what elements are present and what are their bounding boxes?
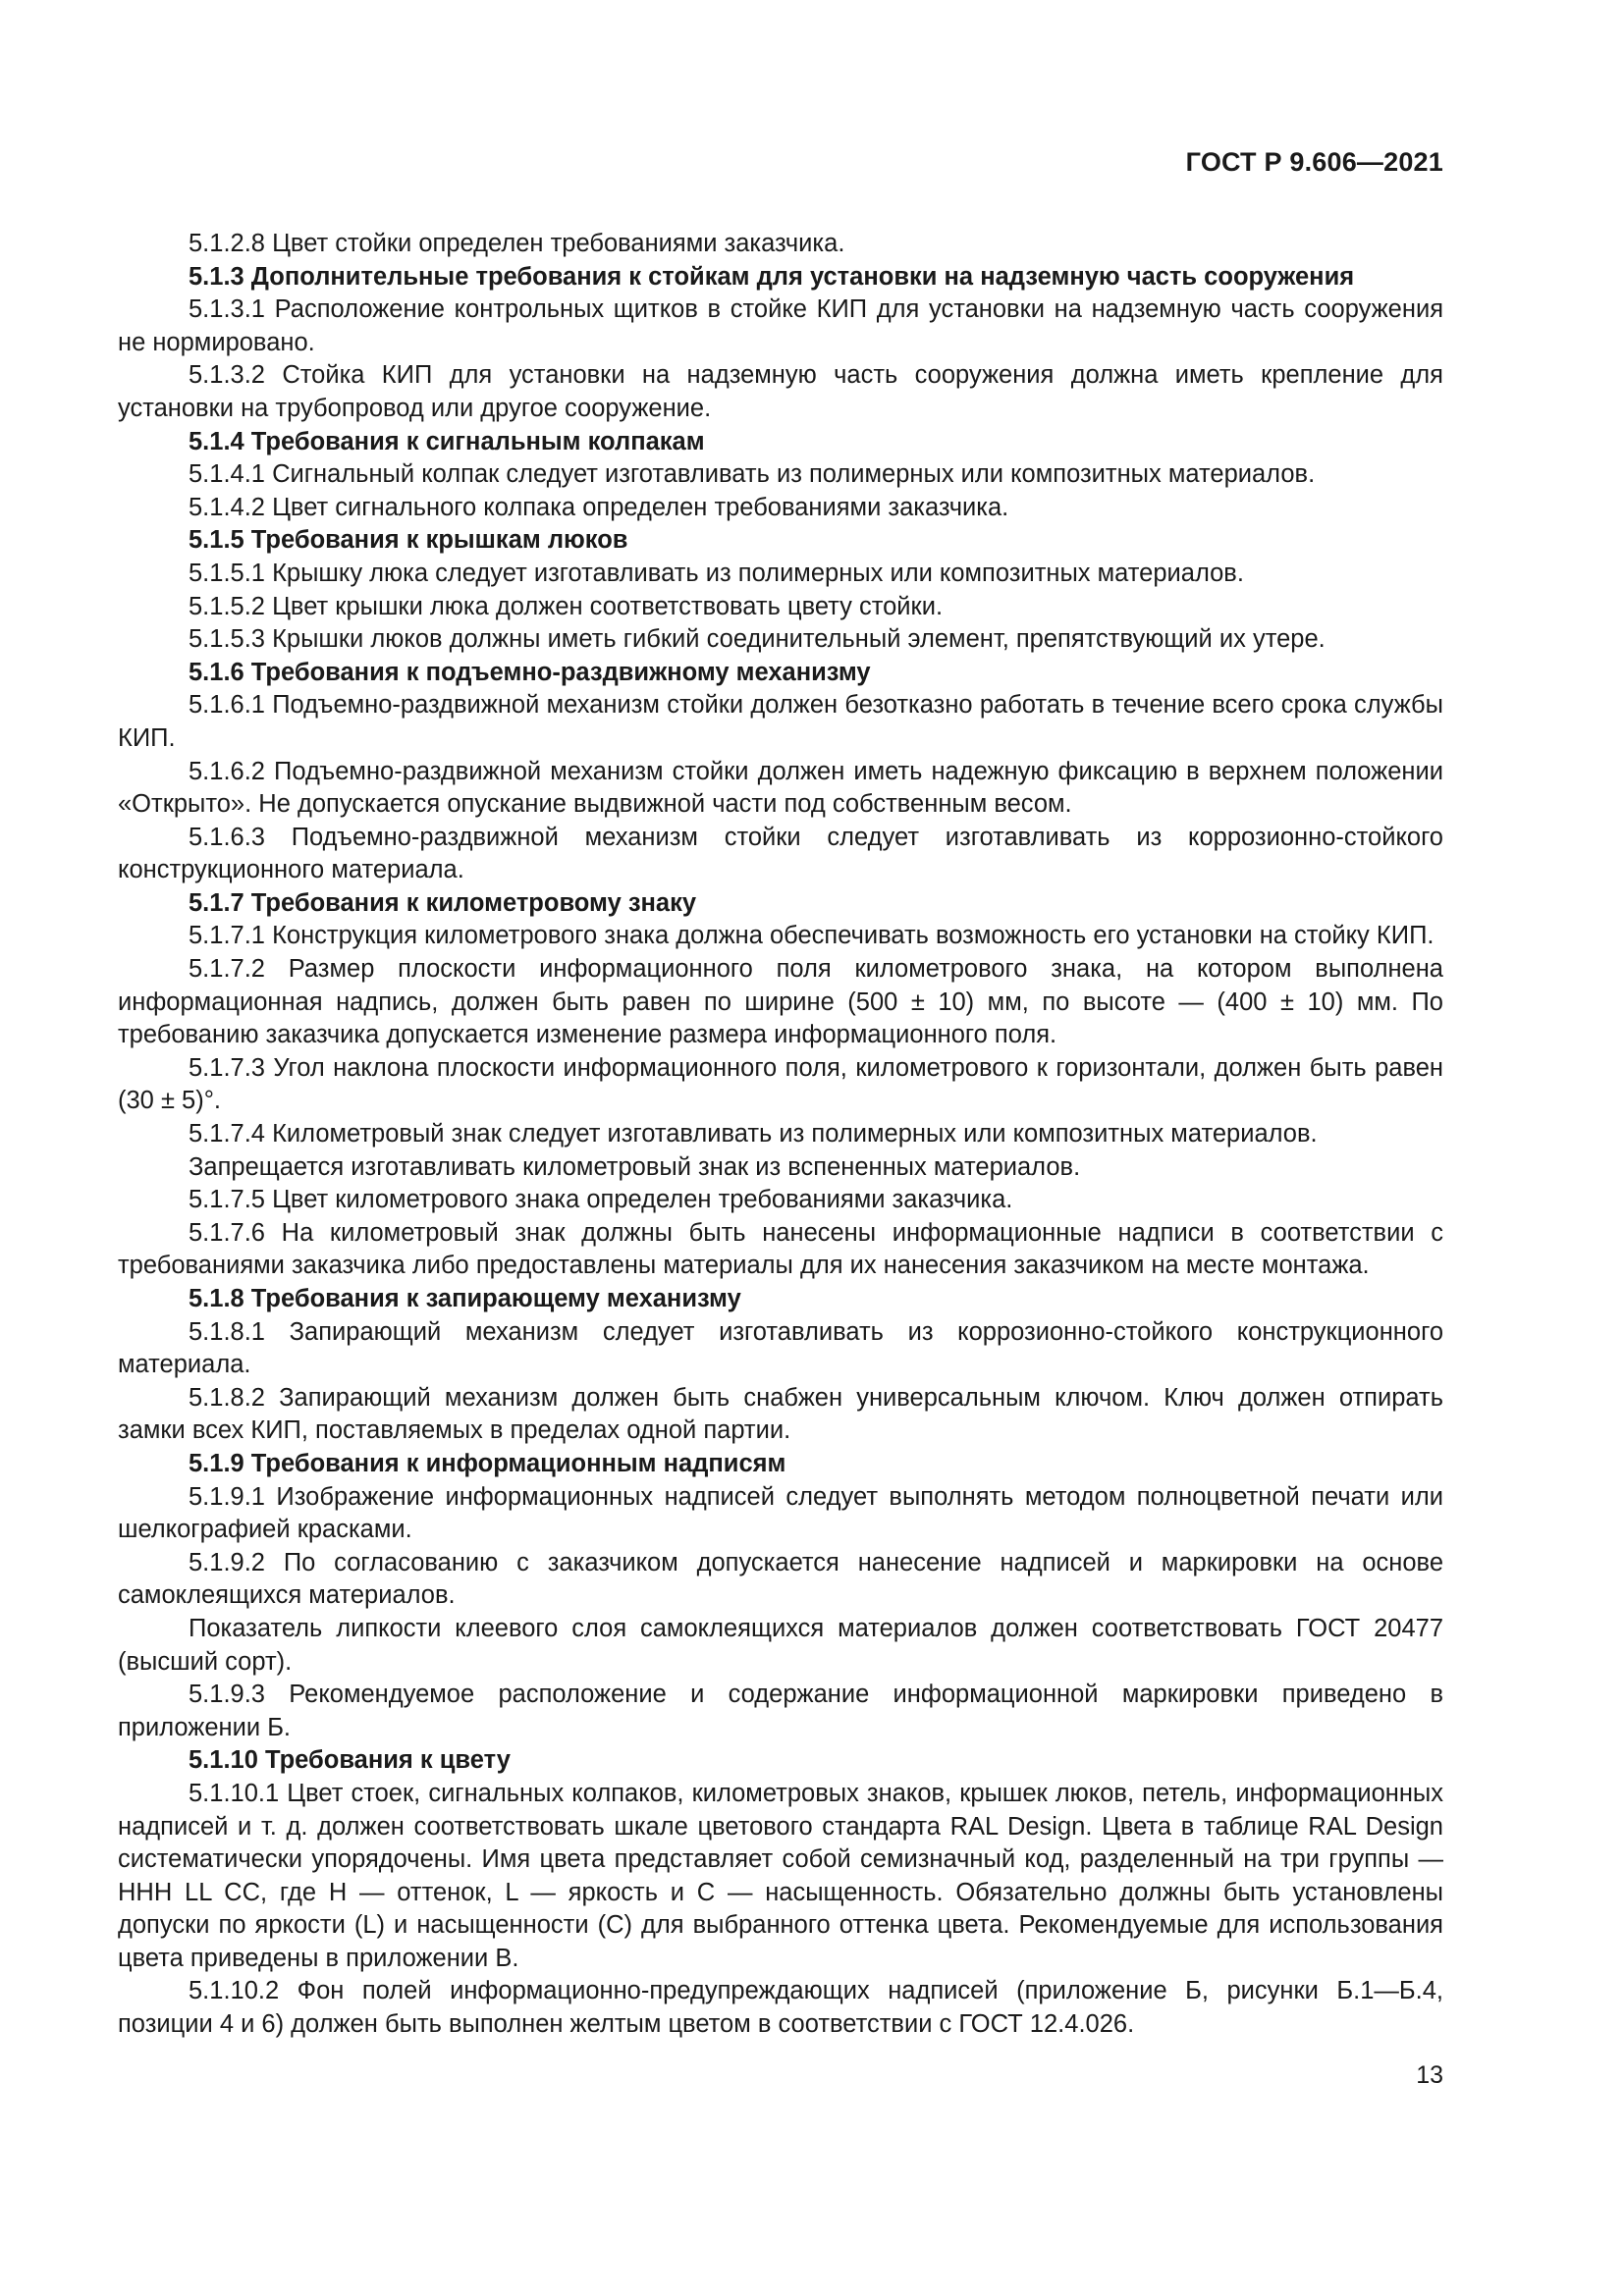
page-number: 13 [1416,2061,1443,2089]
paragraph: 5.1.9.2 По согласованию с заказчиком допускается нанесение надписей и маркировки на основе самоклеящихся материалов. [118,1548,1443,1610]
paragraph: 5.1.4.2 Цвет сигнального колпака определен требованиями заказчика. [189,493,1009,521]
section-heading: 5.1.3 Дополнительные требования к стойкам для установки на надземную часть сооружения [189,262,1355,291]
paragraph: 5.1.10.1 Цвет стоек, сигнальных колпаков, километровых знаков, крышек люков, петель, информационных надписей и т. д. должен соответствовать шкале цветового стандарта RAL Design. Цвета в таблице RAL Design систематически упорядочены. Имя цвета представляет собой семизначный код, разделенный на три группы — HHH LL CC, где H — оттенок, L — яркость и C — насыщенность. Обязательно должны быть установлены допуски по яркости (L) и насыщенности (C) для выбранного оттенка цвета. Рекомендуемые для использования цвета приведены в приложении В. [118,1779,1443,1972]
paragraph: 5.1.7.1 Конструкция километрового знака должна обеспечивать возможность его установки на стойку КИП. [189,922,1435,950]
section-heading: 5.1.8 Требования к запирающему механизму [189,1285,741,1312]
paragraph: 5.1.5.1 Крышку люка следует изготавливать из полимерных или композитных материалов. [189,559,1244,587]
section-heading: 5.1.10 Требования к цвету [189,1746,511,1775]
paragraph: 5.1.7.4 Километровый знак следует изготавливать из полимерных или композитных материалов. [189,1120,1318,1148]
paragraph: 5.1.6.1 Подъемно-раздвижной механизм стойки должен безотказно работать в течение всего срока службы КИП. [118,691,1443,752]
paragraph: 5.1.6.3 Подъемно-раздвижной механизм стойки следует изготавливать из коррозионно-стойкого конструкционного материала. [118,823,1443,884]
section-heading: 5.1.4 Требования к сигнальным колпакам [189,427,705,455]
paragraph: 5.1.3.2 Стойка КИП для установки на надземную часть сооружения должна иметь крепление для установки на трубопровод или другое сооружение. [118,361,1443,422]
document-code-header: ГОСТ Р 9.606—2021 [1185,147,1443,177]
paragraph: 5.1.8.1 Запирающий механизм следует изготавливать из коррозионно-стойкого конструкционного материала. [118,1317,1443,1379]
document-body [118,228,1443,2042]
paragraph: 5.1.3.1 Расположение контрольных щитков в стойке КИП для установки на надземную часть сооружения не нормировано. [118,295,1443,356]
paragraph: 5.1.8.2 Запирающий механизм должен быть снабжен универсальным ключом. Ключ должен отпирать замки всех КИП, поставляемых в пределах одной партии. [118,1383,1443,1445]
section-heading: 5.1.7 Требования к километровому знаку [189,888,697,917]
paragraph: 5.1.7.2 Размер плоскости информационного поля километрового знака, на котором выполнена информационная надпись, должен быть равен по ширине (500 ± 10) мм, по высоте — (400 ± 10) мм. По требованию заказчика допускается изменение размера информационного поля. [118,955,1443,1049]
paragraph: 5.1.9.3 Рекомендуемое расположение и содержание информационной маркировки приведено в приложении Б. [118,1681,1443,1741]
paragraph: 5.1.7.5 Цвет километрового знака определен требованиями заказчика. [189,1186,1013,1214]
paragraph: 5.1.10.2 Фон полей информационно-предупреждающих надписей (приложение Б, рисунки Б.1—Б.4, позиции 4 и 6) должен быть выполнен желтым цветом в соответствии с ГОСТ 12.4.026. [118,1977,1443,2039]
paragraph: 5.1.9.1 Изображение информационных надписей следует выполнять методом полноцветной печати или шелкографией красками. [118,1482,1443,1544]
paragraph: Показатель липкости клеевого слоя самоклеящихся материалов должен соответствовать ГОСТ 20477 (высший сорт). [118,1614,1443,1676]
paragraph: 5.1.5.3 Крышки люков должны иметь гибкий соединительный элемент, препятствующий их утере. [189,625,1326,654]
paragraph: 5.1.4.1 Сигнальный колпак следует изготавливать из полимерных или композитных материалов. [189,460,1316,489]
paragraph: 5.1.5.2 Цвет крышки люка должен соответствовать цвету стойки. [189,592,944,620]
paragraph: 5.1.6.2 Подъемно-раздвижной механизм стойки должен иметь надежную фиксацию в верхнем положении «Открыто». Не допускается опускание выдвижной части под собственным весом. [118,757,1443,819]
section-heading: 5.1.5 Требования к крышкам люков [189,526,628,555]
paragraph: 5.1.7.3 Угол наклона плоскости информационного поля, километрового к горизонтали, должен быть равен (30 ± 5)°. [118,1053,1443,1115]
section-heading: 5.1.6 Требования к подъемно-раздвижному механизму [189,658,871,686]
paragraph: 5.1.7.6 На километровый знак должны быть нанесены информационные надписи в соответствии с требованиями заказчика либо предоставлены материалы для их нанесения заказчиком на месте монтажа. [118,1218,1443,1280]
paragraph: 5.1.2.8 Цвет стойки определен требованиями заказчика. [189,230,845,257]
paragraph: Запрещается изготавливать километровый знак из вспененных материалов. [189,1152,1081,1181]
section-heading: 5.1.9 Требования к информационным надписям [189,1449,786,1477]
